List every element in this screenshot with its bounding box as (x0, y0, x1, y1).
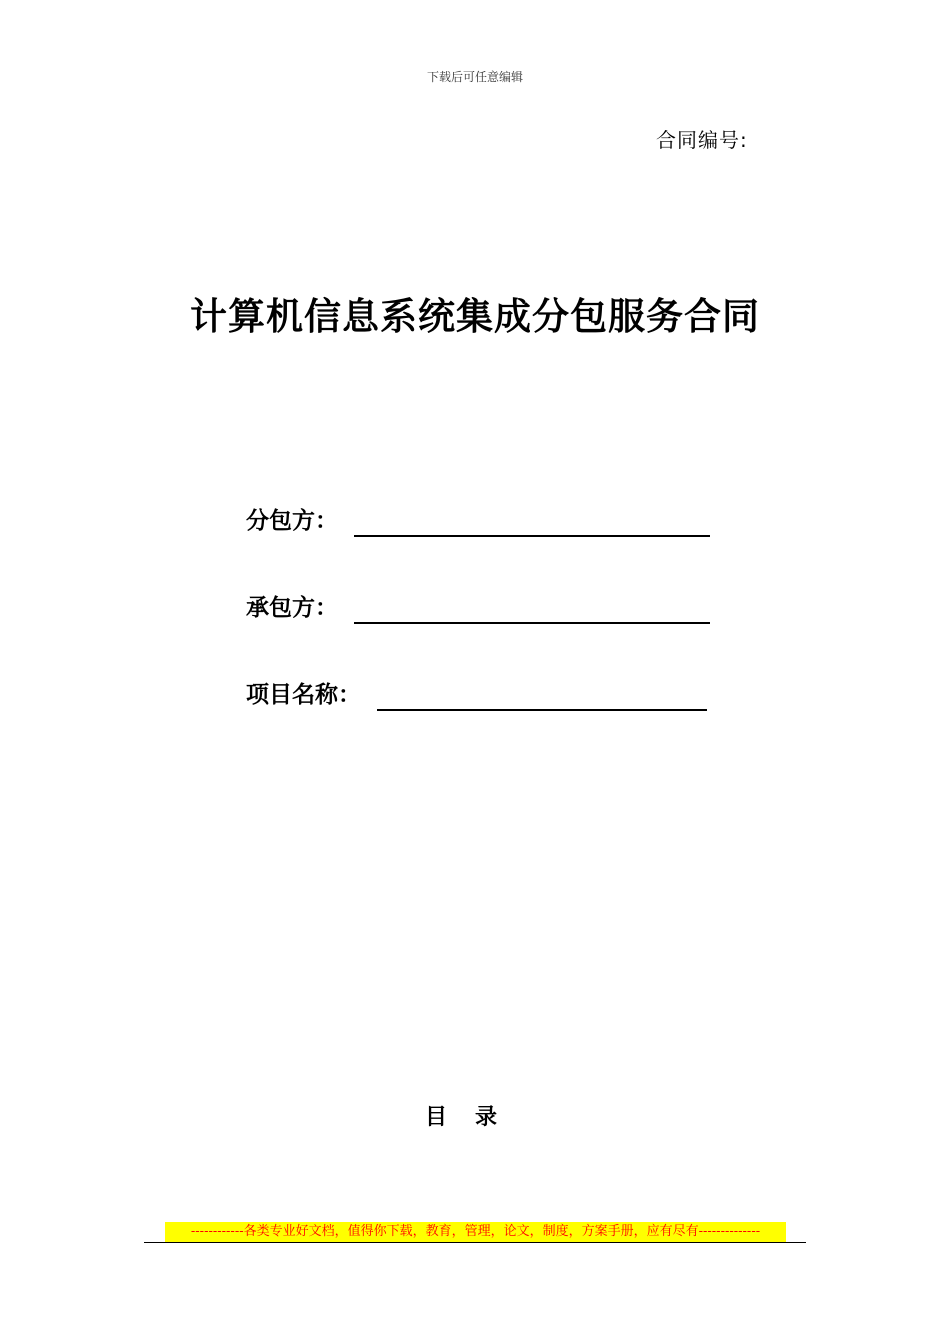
subcontractor-field (246, 502, 710, 535)
footer-divider (144, 1242, 806, 1243)
table-of-contents-heading: 目录 (424, 1105, 525, 1130)
contractor-label: 承包方： (246, 595, 338, 621)
subcontractor-blank-line (354, 511, 710, 537)
document-title: 计算机信息系统集成分包服务合同 (190, 295, 760, 338)
project-name-label: 项目名称： (246, 682, 361, 708)
contractor-blank-line (354, 598, 710, 624)
header-note: 下载后可任意编辑 (426, 70, 523, 84)
contract-number-label: 合同编号: (656, 128, 748, 152)
project-name-blank-line (377, 685, 707, 711)
subcontractor-label: 分包方： (246, 508, 338, 534)
footer-banner: ------------各类专业好文档，值得你下载，教育，管理，论文，制度，方案手册，应有尽有-------------- (165, 1222, 786, 1242)
contractor-field (246, 589, 710, 622)
project-name-field (246, 676, 707, 709)
